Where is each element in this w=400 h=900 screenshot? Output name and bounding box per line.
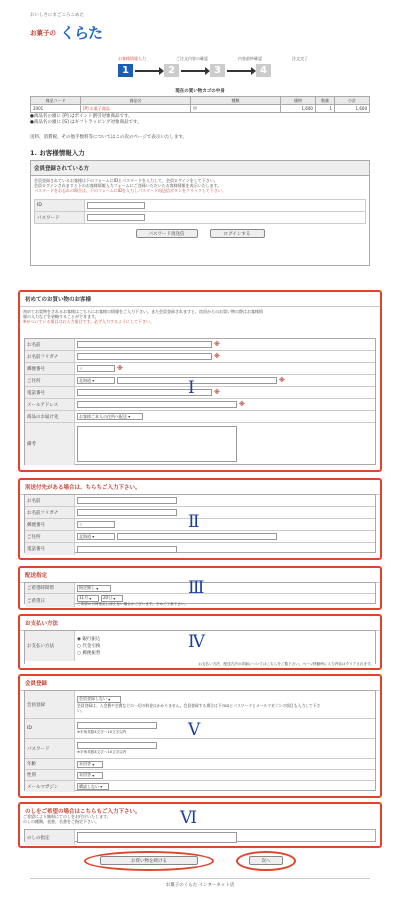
date-label: ご希望日 xyxy=(25,594,75,607)
arrow-right-icon xyxy=(181,70,208,72)
email-input[interactable] xyxy=(77,401,237,408)
sex-select[interactable]: 未回答 ▾ xyxy=(77,772,103,779)
member-title: 会員登録されている方 xyxy=(31,161,369,176)
password-label: パスワード xyxy=(35,212,85,223)
month-select[interactable]: 11月 ▾ xyxy=(77,595,99,602)
pay-option-bank[interactable]: ◉ 銀行振込 xyxy=(77,637,101,642)
marker-6: Ⅵ xyxy=(180,808,198,828)
login-password-input[interactable] xyxy=(87,214,145,221)
ship-name-input[interactable] xyxy=(77,497,177,504)
name-label: お名前 xyxy=(25,339,75,350)
pay-option-cod[interactable]: ○ 代金引換 xyxy=(77,644,101,649)
noshi-title: のしをご希望の場合はこちらもご入力下さい。 xyxy=(25,809,141,815)
ship-phone-label: 電話番号 xyxy=(25,543,75,555)
address-input[interactable] xyxy=(117,377,277,384)
sex-label: 性別 xyxy=(25,770,75,780)
footer: お菓子のくらた インターネット店 xyxy=(165,883,235,888)
col-header: 価格 xyxy=(281,97,316,105)
noshi-textarea[interactable] xyxy=(77,832,237,843)
noshi-label: のしの指定 xyxy=(25,830,75,845)
register-label: 会員登録 xyxy=(25,691,75,718)
remarks-textarea[interactable] xyxy=(77,426,237,462)
note-point: ●商品名の頭に [P] はポイント割引対象商品です。 xyxy=(30,114,133,119)
reg-password-hint: ※半角英数4文字～10文字以内 xyxy=(77,750,127,754)
step-label-1: お客様情報入力 xyxy=(118,56,146,61)
marker-5: Ⅴ xyxy=(188,720,201,740)
member-desc: 会員登録されているお客様は下のフォームにIDとパスワードを入力して、会員ログインをして下さい。 xyxy=(34,178,218,183)
reg-id-hint: ※半角英数4文字～10文字以内 xyxy=(77,730,127,734)
step-4-box: 4 xyxy=(256,64,271,77)
member-login-panel xyxy=(30,160,370,266)
cell: 2001 xyxy=(31,105,81,113)
noshi-section xyxy=(18,802,382,848)
age-label: 年齢 xyxy=(25,759,75,769)
pay-option-postal[interactable]: ○ 郵便振替 xyxy=(77,651,101,656)
ship-address-input[interactable] xyxy=(117,533,277,540)
shop-logo[interactable] xyxy=(30,22,102,43)
reg-id-input[interactable] xyxy=(77,722,157,729)
col-header: 商品コード xyxy=(31,97,81,105)
next-button[interactable]: 次へ xyxy=(249,856,283,865)
register-title: 会員登録 xyxy=(20,676,380,691)
order-steps xyxy=(118,56,308,77)
ship-zip-input[interactable]: 〒 xyxy=(77,521,115,528)
payment-label: お支払い方法 xyxy=(25,631,75,661)
ship-phone-input[interactable] xyxy=(77,546,177,553)
furigana-label: お名前フリガナ xyxy=(25,351,75,362)
new-customer-section xyxy=(18,290,382,472)
ship-zip-label: 郵便番号 xyxy=(25,519,75,530)
deliver-to-label: 商品のお届け先 xyxy=(25,411,75,422)
required-mark: ※ xyxy=(279,377,285,384)
date-note: ご希望の日時指定に添えない場合がございます。予めご了承下さい。 xyxy=(77,601,189,606)
delivery-title: 配送指定 xyxy=(20,568,380,583)
register-desc: 会員登録は、入会費や会費などの一切の料金はかかりません。会員登録する場合は下のIDとパスワードとメールマガジンの項目も入力して下さい。 xyxy=(77,702,321,713)
noshi-desc: ご希望により無料にてのしをお付けいたします。 のしの種類、表書、名書をご指定下さい。 xyxy=(23,814,111,824)
ship-furigana-input[interactable] xyxy=(77,509,177,516)
payment-note: お支払い方法、配送方法の詳細についてはこちらをご覧下さい。ページ移動時に入力内容はクリアされます。 xyxy=(198,662,374,666)
zip-label: 郵便番号 xyxy=(25,363,75,374)
step-3-box: 3 xyxy=(210,64,225,77)
col-header: 数量 xyxy=(315,97,334,105)
marker-4: Ⅳ xyxy=(188,632,205,652)
cart-table xyxy=(30,96,370,113)
step-label-3: 内容最終確認 xyxy=(238,56,262,61)
register-select[interactable]: 会員登録しない ▾ xyxy=(77,696,121,703)
reg-id-label: ID xyxy=(25,719,75,738)
required-mark: ※ xyxy=(214,353,220,360)
time-label: ご希望時間帯 xyxy=(25,583,75,593)
col-header: 種類 xyxy=(191,97,281,105)
step-label-4: 注文完了 xyxy=(292,56,308,61)
age-select[interactable]: 未回答 ▾ xyxy=(77,761,103,768)
ship-prefecture-select[interactable]: 北海道 ▾ xyxy=(77,533,115,540)
marker-1: Ⅰ xyxy=(188,378,195,398)
step-1-box: 1 xyxy=(118,64,133,77)
logo-text: くらた xyxy=(60,24,103,42)
product-notes xyxy=(30,114,142,126)
remarks-label: 備考 xyxy=(25,423,75,465)
name-input[interactable] xyxy=(77,341,212,348)
tagline: おいしさにまごころこめた xyxy=(30,13,84,18)
cell: 1,600 xyxy=(335,105,370,113)
marker-3: Ⅲ xyxy=(188,578,205,598)
table-row xyxy=(31,105,370,113)
login-id-input[interactable] xyxy=(87,202,145,209)
mag-label: メールマガジン xyxy=(25,781,75,792)
step-2-box: 2 xyxy=(164,64,179,77)
day-select[interactable]: 20日 ▾ xyxy=(101,595,123,602)
mag-select[interactable]: 購読しない ▾ xyxy=(77,783,109,790)
member-desc: 会員ログインされますと下のお客様情報入力フォームにご登録いただいたお客様情報を表示いたします。 xyxy=(34,183,222,188)
login-button[interactable]: ログインする xyxy=(210,229,265,238)
cell[interactable]: [P] お菓子商品 xyxy=(81,105,191,113)
step-label-2: ご注文内容の確認 xyxy=(176,56,208,61)
time-select[interactable]: 指定無し ▾ xyxy=(77,585,111,592)
shipping-note: 送料、消費税、その他手数料等についてはこの次のページで表示いたします。 xyxy=(30,135,187,140)
cell: 甲 xyxy=(191,105,281,113)
deliver-to-select[interactable]: お客様ご本人の住所へ配送 ▾ xyxy=(77,413,143,420)
col-header: 商品名 xyxy=(81,97,191,105)
ship-furigana-label: お名前フリガナ xyxy=(25,507,75,518)
resend-password-button[interactable]: パスワード再送信 xyxy=(136,229,198,238)
email-label: メールアドレス xyxy=(25,399,75,410)
phone-label: 電話番号 xyxy=(25,387,75,398)
note-gift: ●商品名の頭に [S] はギフトラッピング対象商品です。 xyxy=(30,120,142,125)
cart-caption: 現在の買い物カゴの中身 xyxy=(175,89,225,94)
alt-shipping-title: 別送付先がある場合は、ちらちご入力下さい。 xyxy=(20,480,380,495)
required-mark: ※ xyxy=(214,341,220,348)
arrow-right-icon xyxy=(227,70,254,72)
cell: 1,600 xyxy=(281,105,316,113)
col-header: 小計 xyxy=(335,97,370,105)
marker-2: Ⅱ xyxy=(188,512,200,532)
required-mark: ※ xyxy=(239,401,245,408)
required-mark: ※ xyxy=(117,365,123,372)
payment-title: お支払い方法 xyxy=(20,616,380,631)
furigana-input[interactable] xyxy=(77,353,212,360)
id-label: ID xyxy=(35,200,85,211)
new-customer-desc: 初めてお買物をされるお客様はこちらにお客様の情報をご入力下さい。また会員登録されますと、次回からのお買い物の際はお客様情 報の入力などを省略することができます。 ※がついている項目はお入力項目です。必ず入力するようにして下さい。 xyxy=(23,309,263,324)
new-customer-title: 初めてのお買い物のお客様 xyxy=(20,292,380,307)
member-desc: パスワードをお忘れの場合は、下のフォームにIDを入力しパスワード再送信ボタンをクリックして下さい。 xyxy=(34,188,226,193)
prefecture-select[interactable]: 北海道 ▾ xyxy=(77,377,115,384)
cell: 1 xyxy=(315,105,334,113)
footer-divider xyxy=(30,878,370,879)
ship-name-label: お名前 xyxy=(25,495,75,506)
address-label: ご住所 xyxy=(25,375,75,386)
required-mark: ※ xyxy=(214,389,220,396)
ship-address-label: ご住所 xyxy=(25,531,75,542)
continue-shopping-button[interactable]: お買い物を続ける xyxy=(100,856,198,865)
zip-input[interactable]: 〒 xyxy=(77,365,115,372)
alt-shipping-section xyxy=(18,478,382,560)
reg-password-input[interactable] xyxy=(77,742,157,749)
reg-password-label: パスワード xyxy=(25,739,75,758)
arrow-right-icon xyxy=(135,70,162,72)
logo-prefix: お菓子の xyxy=(30,29,56,37)
section-title: 1. お客様情報入力 xyxy=(30,149,85,157)
